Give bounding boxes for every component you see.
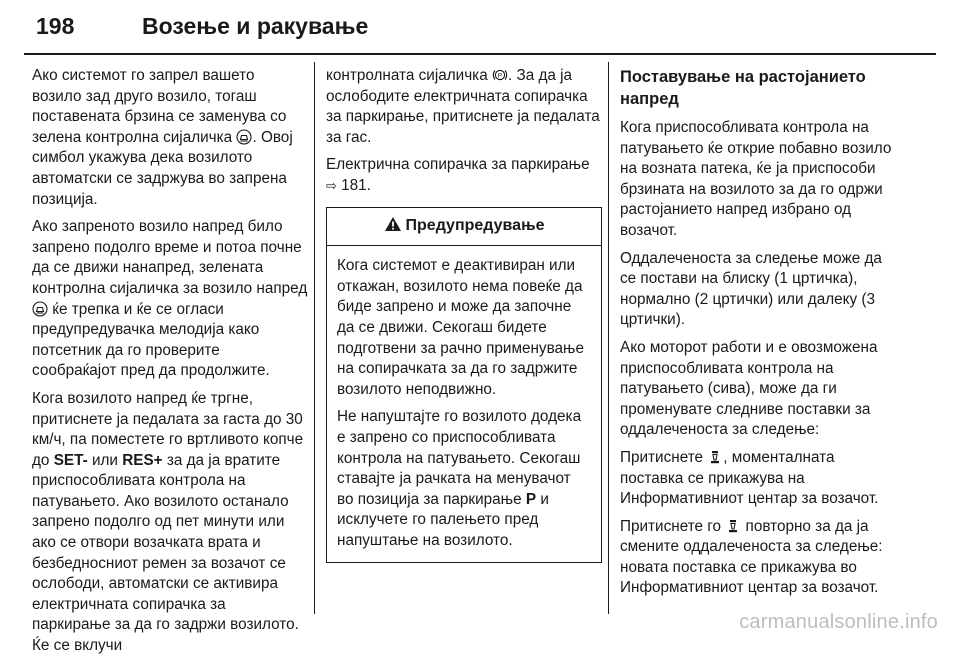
- column-left: [32, 66, 308, 664]
- paragraph-intro: Кога приспособливата контрола на патувањето ќе открие побавно возило на возната патека, ќе ја приспособи брзината на возилото за да го одржи растојанието напред избрано од возачот.: [620, 119, 892, 239]
- text: или: [91, 451, 118, 469]
- warning-title: Предупредување: [405, 216, 545, 234]
- text: Не напуштајте го возилото додека е запрено со приспособливата контрола на патувањето. Секогаш ставајте ја рачката на менувачот во позиција за паркирање: [337, 408, 582, 508]
- paragraph-press-once: [620, 448, 892, 510]
- section-heading: Поставување на растојанието напред: [620, 68, 866, 108]
- warning-body: [327, 246, 601, 562]
- warning-paragraph: [337, 407, 591, 551]
- text: Притиснете го: [620, 517, 722, 535]
- set-label: SET-: [53, 451, 88, 469]
- paragraph-distance-options: Оддалеченоста за следење може да се постави на блиску (1 цртичка), нормално (2 цртички) или далеку (3 цртички).: [620, 249, 882, 329]
- following-distance-icon: [725, 518, 741, 534]
- page-header: [24, 6, 936, 52]
- paragraph-resume: [32, 389, 308, 657]
- text: ќе трепка и ќе се огласи предупредувачка мелодија како потсетник да го проверите сообраќајот пред да продолжите.: [32, 300, 270, 380]
- text: . Овој симбол укажува дека возилото автоматски се задржува во запрена позиција.: [32, 128, 293, 208]
- text: Притиснете: [620, 448, 704, 466]
- svg-text:P: P: [497, 72, 503, 80]
- text: . За да ја ослободите електричната сопирачка за паркирање, притиснете ја педалата за гас.: [326, 67, 600, 146]
- column-middle: [326, 66, 602, 563]
- text: контролната сијаличка: [326, 67, 488, 84]
- column-divider: [314, 62, 315, 614]
- text: Ако запреното возило напред било запрено подолго време и потоа почне да се движи нанапред, зелената контролна сијаличка за возило напред: [32, 218, 308, 297]
- paragraph-vehicle-ahead-moves: [32, 217, 308, 382]
- text: Ако системот го запрел вашето возило зад друго возило, тогаш поставената брзина се заменува со зелена контролна сијаличка: [32, 67, 287, 146]
- page-number: 198: [36, 13, 75, 39]
- column-right: [620, 66, 892, 606]
- warning-header: [327, 208, 601, 247]
- page-reference-arrow-icon: ⇨: [326, 177, 337, 193]
- warning-paragraph: Кога системот е деактивиран или откажан, возилото нема повеќе да биде запрено и може да започне да се движи. Секогаш бидете подготвени за рачно применување на сопирачката за да го задржите возилото неподвижно.: [337, 257, 584, 398]
- column-divider: [608, 62, 609, 614]
- warning-box: [326, 207, 602, 564]
- paragraph-press-again: [620, 517, 892, 599]
- park-label: P: [525, 490, 537, 508]
- text: за да ја вратите приспособливата контрола на патувањето. Ако возилото останало запрено подолго од пет минути или ако се отвори возачката врата и безбедносниот ремен за возачот се ослободи, автоматски се активира електричната сопирачка за паркирање за да го задржи возилото. Ќе се вклучи: [32, 451, 299, 655]
- paragraph-engine-running: Ако моторот работи и е овозможена приспособливата контрола на патувањето (сива), може да ги променувате следниве поставки за оддалеченоста за следење:: [620, 338, 878, 439]
- paragraph-reference: [326, 155, 602, 196]
- res-label: RES+: [122, 451, 163, 469]
- vehicle-ahead-icon: [236, 129, 252, 145]
- watermark: carmanualsonline.info: [739, 611, 938, 633]
- brake-indicator-icon: [492, 67, 508, 83]
- vehicle-ahead-icon: [32, 301, 48, 317]
- header-divider: [24, 53, 936, 55]
- text: Електрична сопирачка за паркирање: [326, 156, 590, 174]
- text: повторно за да ја смените оддалеченоста за следење: новата поставка се прикажува во Информативниот центар за возачот.: [620, 517, 883, 597]
- page-reference: 181.: [341, 176, 371, 194]
- paragraph-indicator: [326, 66, 602, 148]
- paragraph-stopped-behind: [32, 66, 308, 210]
- text: и исклучете го палењето пред напуштање на возилото.: [337, 490, 549, 549]
- following-distance-icon: [707, 449, 723, 465]
- text: , моменталната поставка се прикажува на Информативниот центар за возачот.: [620, 448, 879, 508]
- text: Кога возилото напред ќе тргне, притиснете ја педалата за гаста до 30 км/ч, па поместете го вртливото копче до: [32, 389, 304, 469]
- chapter-title: Возење и ракување: [142, 13, 369, 39]
- warning-triangle-icon: [384, 216, 402, 232]
